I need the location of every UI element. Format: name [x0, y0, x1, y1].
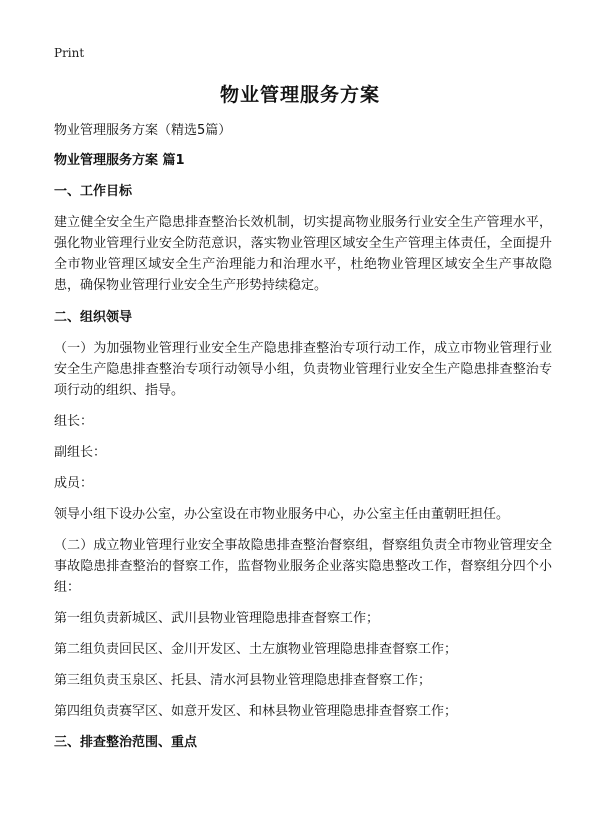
section-heading-leadership: 二、组织领导: [54, 310, 133, 325]
leader-line: 组长：: [54, 414, 94, 429]
deputy-leader-line: 副组长：: [54, 445, 107, 460]
document-title: 物业管理服务方案: [219, 84, 380, 106]
leadership-paragraph-1: （一）为加强物业管理行业安全生产隐患排查整治专项行动工作，成立市物业管理行业安全生产隐患排查整治专项行动领导小组，负责物业管理行业安全生产隐患排查整治专项行动的组织、指导。: [54, 341, 552, 398]
section-heading-scope: 三、排查整治范围、重点: [54, 735, 198, 750]
inspection-group-2: 第二组负责回民区、金川开发区、土左旗物业管理隐患排查督察工作；: [54, 642, 458, 657]
section-goals-text: 建立健全安全生产隐患排查整治长效机制，切实提高物业服务行业安全生产管理水平，强化物业管理行业安全防范意识，落实物业管理区域安全生产管理主体责任，全面提升全市物业管理区域安全生产治理能力和治理水平，杜绝物业管理区域安全生产事故隐患，确保物业管理行业安全生产形势持续稳定。: [54, 215, 552, 293]
article-heading: 物业管理服务方案 篇1: [54, 153, 185, 168]
office-note: 领导小组下设办公室，办公室设在市物业服务中心，办公室主任由董朝旺担任。: [54, 507, 510, 522]
members-line: 成员：: [54, 476, 94, 491]
leadership-paragraph-2: （二）成立物业管理行业安全事故隐患排查整治督察组，督察组负责全市物业管理安全事故隐患排查整治的督察工作，监督物业服务企业落实隐患整改工作，督察组分四个小组：: [54, 538, 552, 595]
section-heading-goals: 一、工作目标: [54, 184, 133, 199]
inspection-group-1: 第一组负责新城区、武川县物业管理隐患排查督察工作；: [54, 611, 380, 626]
inspection-group-4: 第四组负责赛罕区、如意开发区、和林县物业管理隐患排查督察工作；: [54, 704, 458, 719]
inspection-group-3: 第三组负责玉泉区、托县、清水河县物业管理隐患排查督察工作；: [54, 673, 432, 688]
document-body: [54, 150, 552, 753]
document-subtitle: 物业管理服务方案（精选5篇）: [54, 123, 232, 138]
print-link[interactable]: Print: [54, 46, 85, 60]
